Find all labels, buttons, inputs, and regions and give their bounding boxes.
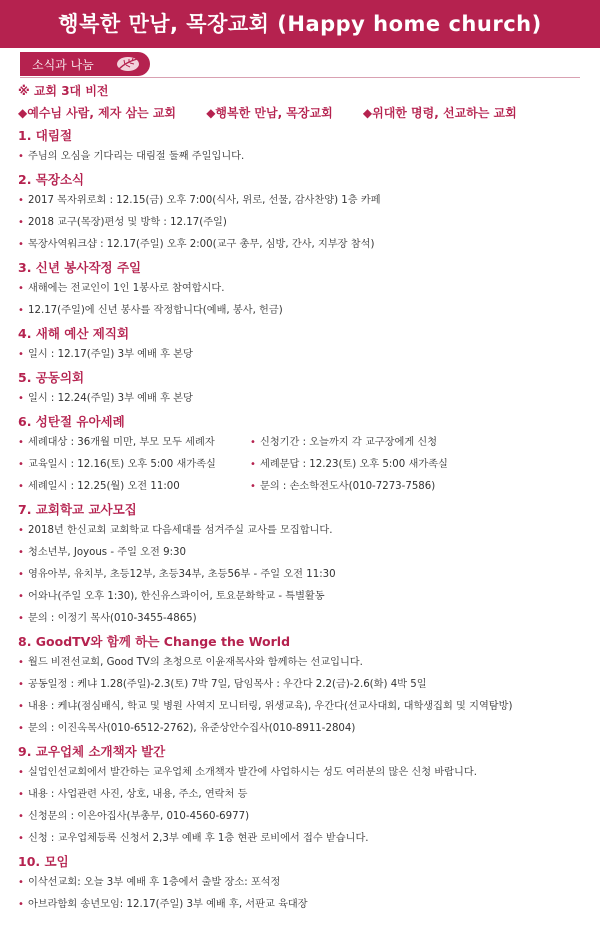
section-advent xyxy=(18,124,588,168)
list-item: • 어와나(주일 오후 1:30), 한신유스콰이어, 토요문화학교 - 특별활동 xyxy=(18,586,588,608)
section-business-directory xyxy=(18,740,588,850)
section-title: 8. GoodTV와 함께 하는 Change the World xyxy=(18,634,291,649)
divider xyxy=(20,77,580,78)
list-item: • 문의 : 이정기 목사(010-3455-4865) xyxy=(18,608,588,630)
list-item: • 실업인선교회에서 발간하는 교우업체 소개책자 발간에 사업하시는 성도 여러분의 많은 신청 바랍니다. xyxy=(18,762,588,784)
vision-item: ◆행복한 만남, 목장교회 xyxy=(206,106,333,120)
list-item: • 일시 : 12.17(주일) 3부 예배 후 본당 xyxy=(18,344,588,366)
list-item: • 청소년부, Joyous - 주일 오전 9:30 xyxy=(18,542,588,564)
list-item: • 세례문답 : 12.23(토) 오후 5:00 새가족실 xyxy=(250,454,580,476)
list-item: • 신청문의 : 이은아집사(부총무, 010-4560-6977) xyxy=(18,806,588,828)
section-service-pledge xyxy=(18,256,588,322)
list-item: • 이삭선교회: 오늘 3부 예배 후 1층에서 출발 장소: 포석정 xyxy=(18,872,588,894)
list-item: • 일시 : 12.24(주일) 3부 예배 후 본당 xyxy=(18,388,588,410)
vision-item: ◆예수님 사람, 제자 삼는 교회 xyxy=(18,106,177,120)
page-title: 행복한 만남, 목장교회 (Happy home church) xyxy=(58,12,542,36)
header-banner xyxy=(0,0,600,48)
list-item: • 교육일시 : 12.16(토) 오후 5:00 새가족실 xyxy=(18,454,250,476)
list-item: • 문의 : 손소학전도사(010-7273-7586) xyxy=(250,476,580,498)
section-title: 9. 교우업체 소개책자 발간 xyxy=(18,744,166,759)
section-title: 6. 성탄절 유아세례 xyxy=(18,414,125,429)
list-item: • 신청 : 교우업체등록 신청서 2,3부 예배 후 1층 현관 로비에서 접수 받습니다. xyxy=(18,828,588,850)
section-mokjang-news xyxy=(18,168,588,256)
list-item: • 2018 교구(목장)편성 및 방학 : 12.17(주일) xyxy=(18,212,588,234)
two-column-list xyxy=(18,432,588,498)
list-item: • 신청기간 : 오늘까지 각 교구장에게 신청 xyxy=(250,432,580,454)
section-title: 3. 신년 봉사작정 주일 xyxy=(18,260,142,275)
list-item: • 새해에는 전교인이 1인 1봉사로 참여합시다. xyxy=(18,278,588,300)
list-item: • 문의 : 이진옥목사(010-6512-2762), 유준상안수집사(010-8911-2804) xyxy=(18,718,588,740)
section-congregation-meeting xyxy=(18,366,588,410)
list-item: • 공동일정 : 케냐 1.28(주일)-2.3(토) 7박 7일, 담임목사 : 우간다 2.2(금)-2.6(화) 4박 5일 xyxy=(18,674,588,696)
section-title: 4. 새해 예산 제직회 xyxy=(18,326,130,341)
content xyxy=(18,81,588,916)
section-meetings xyxy=(18,850,588,916)
list-item: • 주님의 오심을 기다리는 대림절 둘째 주일입니다. xyxy=(18,146,588,168)
section-title: 5. 공동의회 xyxy=(18,370,85,385)
list-item: • 세례대상 : 36개월 미만, 부모 모두 세례자 xyxy=(18,432,250,454)
news-tab-label: 소식과 나눔 xyxy=(32,58,94,72)
vision-item: ◆위대한 명령, 선교하는 교회 xyxy=(362,106,517,120)
vision-title: ※ 교회 3대 비전 xyxy=(18,84,109,98)
list-item: • 영유아부, 유치부, 초등12부, 초등34부, 초등56부 - 주일 오전 11:30 xyxy=(18,564,588,586)
news-tab xyxy=(20,52,150,76)
section-title: 1. 대림절 xyxy=(18,128,73,143)
leaf-icon xyxy=(116,55,140,73)
section-infant-baptism xyxy=(18,410,588,498)
section-title: 7. 교회학교 교사모집 xyxy=(18,502,137,517)
list-item: • 2017 목자위로회 : 12.15(금) 오후 7:00(식사, 위로, 선물, 감사찬양) 1층 카페 xyxy=(18,190,588,212)
vision-list xyxy=(18,102,588,124)
section-budget-meeting xyxy=(18,322,588,366)
section-title: 2. 목장소식 xyxy=(18,172,85,187)
section-teacher-recruit xyxy=(18,498,588,630)
list-item: • 내용 : 케냐(점심배식, 학교 및 병원 사역지 모니터링, 위생교육), 우간다(선교사대회, 대학생집회 및 지역탐방) xyxy=(18,696,588,718)
list-item: • 세례일시 : 12.25(월) 오전 11:00 xyxy=(18,476,250,498)
list-item: • 2018년 한신교회 교회학교 다음세대를 섬겨주실 교사를 모집합니다. xyxy=(18,520,588,542)
right-column xyxy=(250,432,580,498)
left-column xyxy=(18,432,250,498)
list-item: • 12.17(주일)에 신년 봉사를 작정합니다(예배, 봉사, 헌금) xyxy=(18,300,588,322)
list-item: • 목장사역워크샵 : 12.17(주일) 오후 2:00(교구 총무, 심방, 간사, 지부장 참석) xyxy=(18,234,588,256)
list-item: • 아브라함회 송년모임: 12.17(주일) 3부 예배 후, 서판교 육대장 xyxy=(18,894,588,916)
list-item: • 월드 비전선교회, Good TV의 초청으로 이윤재목사와 함께하는 선교입니다. xyxy=(18,652,588,674)
section-title: 10. 모임 xyxy=(18,854,69,869)
section-goodtv-mission xyxy=(18,630,588,740)
list-item: • 내용 : 사업관련 사진, 상호, 내용, 주소, 연락처 등 xyxy=(18,784,588,806)
